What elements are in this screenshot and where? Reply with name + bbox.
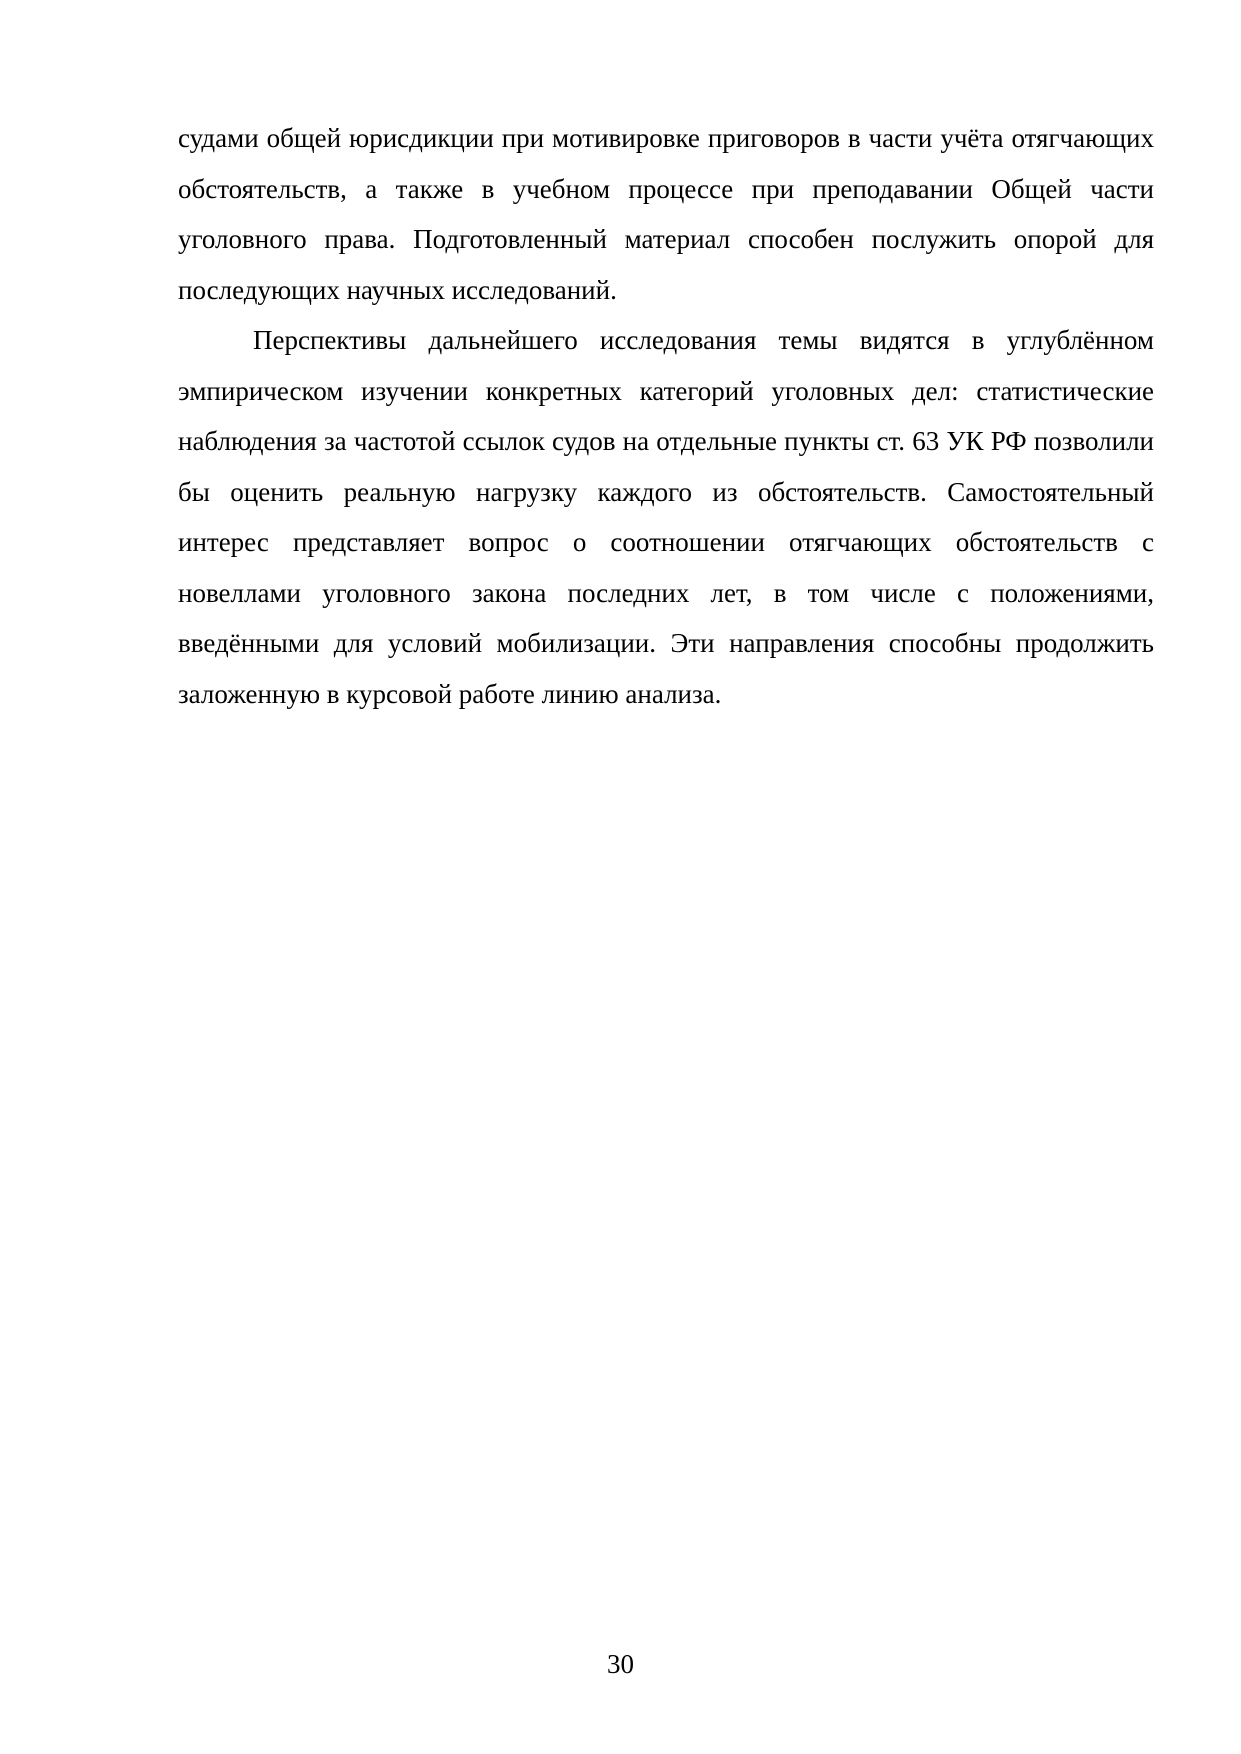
page-number: 30 xyxy=(607,1649,634,1679)
paragraph-research-perspectives: Перспективы дальнейшего исследования темы видятся в углублённом эмпирическом изучении конкретных категорий уголовных дел: статистические наблюдения за частотой ссылок судов на отдельные пункты ст. 63 УК РФ позволили бы оценить реальную нагрузку каждого из обстоятельств. Самостоятельный интерес представляет вопрос о соотношении отягчающих обстоятельств с новеллами уголовного закона последних лет, в том числе с положениями, введёнными для условий мобилизации. Эти направления способны продолжить заложенную в курсовой работе линию анализа. xyxy=(178,325,1154,709)
paragraph-continuation: судами общей юрисдикции при мотивировке приговоров в части учёта отягчающих обстоятельств, а также в учебном процессе при преподавании Общей части уголовного права. Подготовленный материал способен послужить опорой для последующих научных исследований. xyxy=(178,123,1154,305)
body-text xyxy=(178,113,1154,719)
